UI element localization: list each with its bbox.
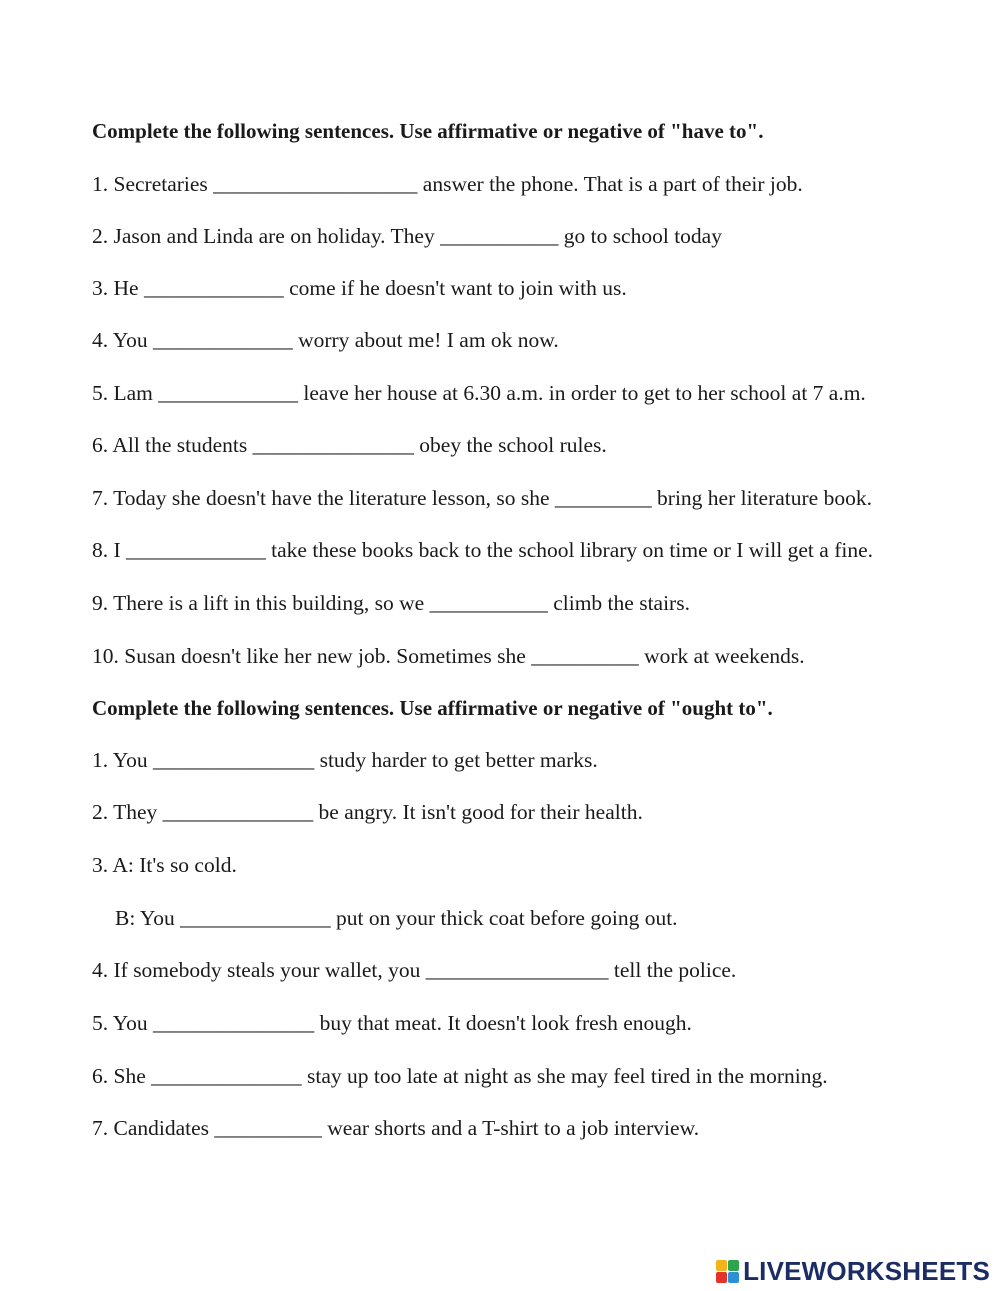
section1-item-2: 2. Jason and Linda are on holiday. They ___________ go to school today: [92, 224, 722, 248]
section2-heading: Complete the following sentences. Use affirmative or negative of "ought to".: [92, 696, 773, 720]
section1-heading: Complete the following sentences. Use affirmative or negative of "have to".: [92, 119, 764, 143]
section2-item-6: 6. She ______________ stay up too late at night as she may feel tired in the morning.: [92, 1064, 828, 1088]
section2-item-3b: B: You ______________ put on your thick coat before going out.: [115, 906, 678, 930]
section2-item-7: 7. Candidates __________ wear shorts and a T-shirt to a job interview.: [92, 1116, 700, 1140]
section1-item-4: 4. You _____________ worry about me! I am ok now.: [92, 328, 559, 352]
section1-item-6: 6. All the students _______________ obey the school rules.: [92, 433, 607, 457]
section1-item-8: 8. I _____________ take these books back to the school library on time or I will get a fine.: [92, 538, 873, 562]
section2-item-4: 4. If somebody steals your wallet, you _________________ tell the police.: [92, 958, 737, 982]
section1-item-1: 1. Secretaries ___________________ answer the phone. That is a part of their job.: [92, 172, 803, 196]
section1-item-10: 10. Susan doesn't like her new job. Sometimes she __________ work at weekends.: [92, 644, 805, 668]
section2-item-2: 2. They ______________ be angry. It isn't good for their health.: [92, 800, 643, 824]
logo-text: LIVEWORKSHEETS: [743, 1255, 990, 1286]
liveworksheets-logo-icon: [716, 1260, 739, 1283]
section1-item-9: 9. There is a lift in this building, so we ___________ climb the stairs.: [92, 591, 690, 615]
section2-item-5: 5. You _______________ buy that meat. It doesn't look fresh enough.: [92, 1011, 692, 1035]
section2-item-1: 1. You _______________ study harder to get better marks.: [92, 748, 598, 772]
section1-item-3: 3. He _____________ come if he doesn't want to join with us.: [92, 276, 627, 300]
liveworksheets-logo: [716, 1254, 990, 1288]
section1-item-7: 7. Today she doesn't have the literature lesson, so she _________ bring her literature book.: [92, 486, 872, 510]
section2-item-3a: 3. A: It's so cold.: [92, 853, 237, 877]
section1-item-5: 5. Lam _____________ leave her house at 6.30 a.m. in order to get to her school at 7 a.m.: [92, 381, 866, 405]
